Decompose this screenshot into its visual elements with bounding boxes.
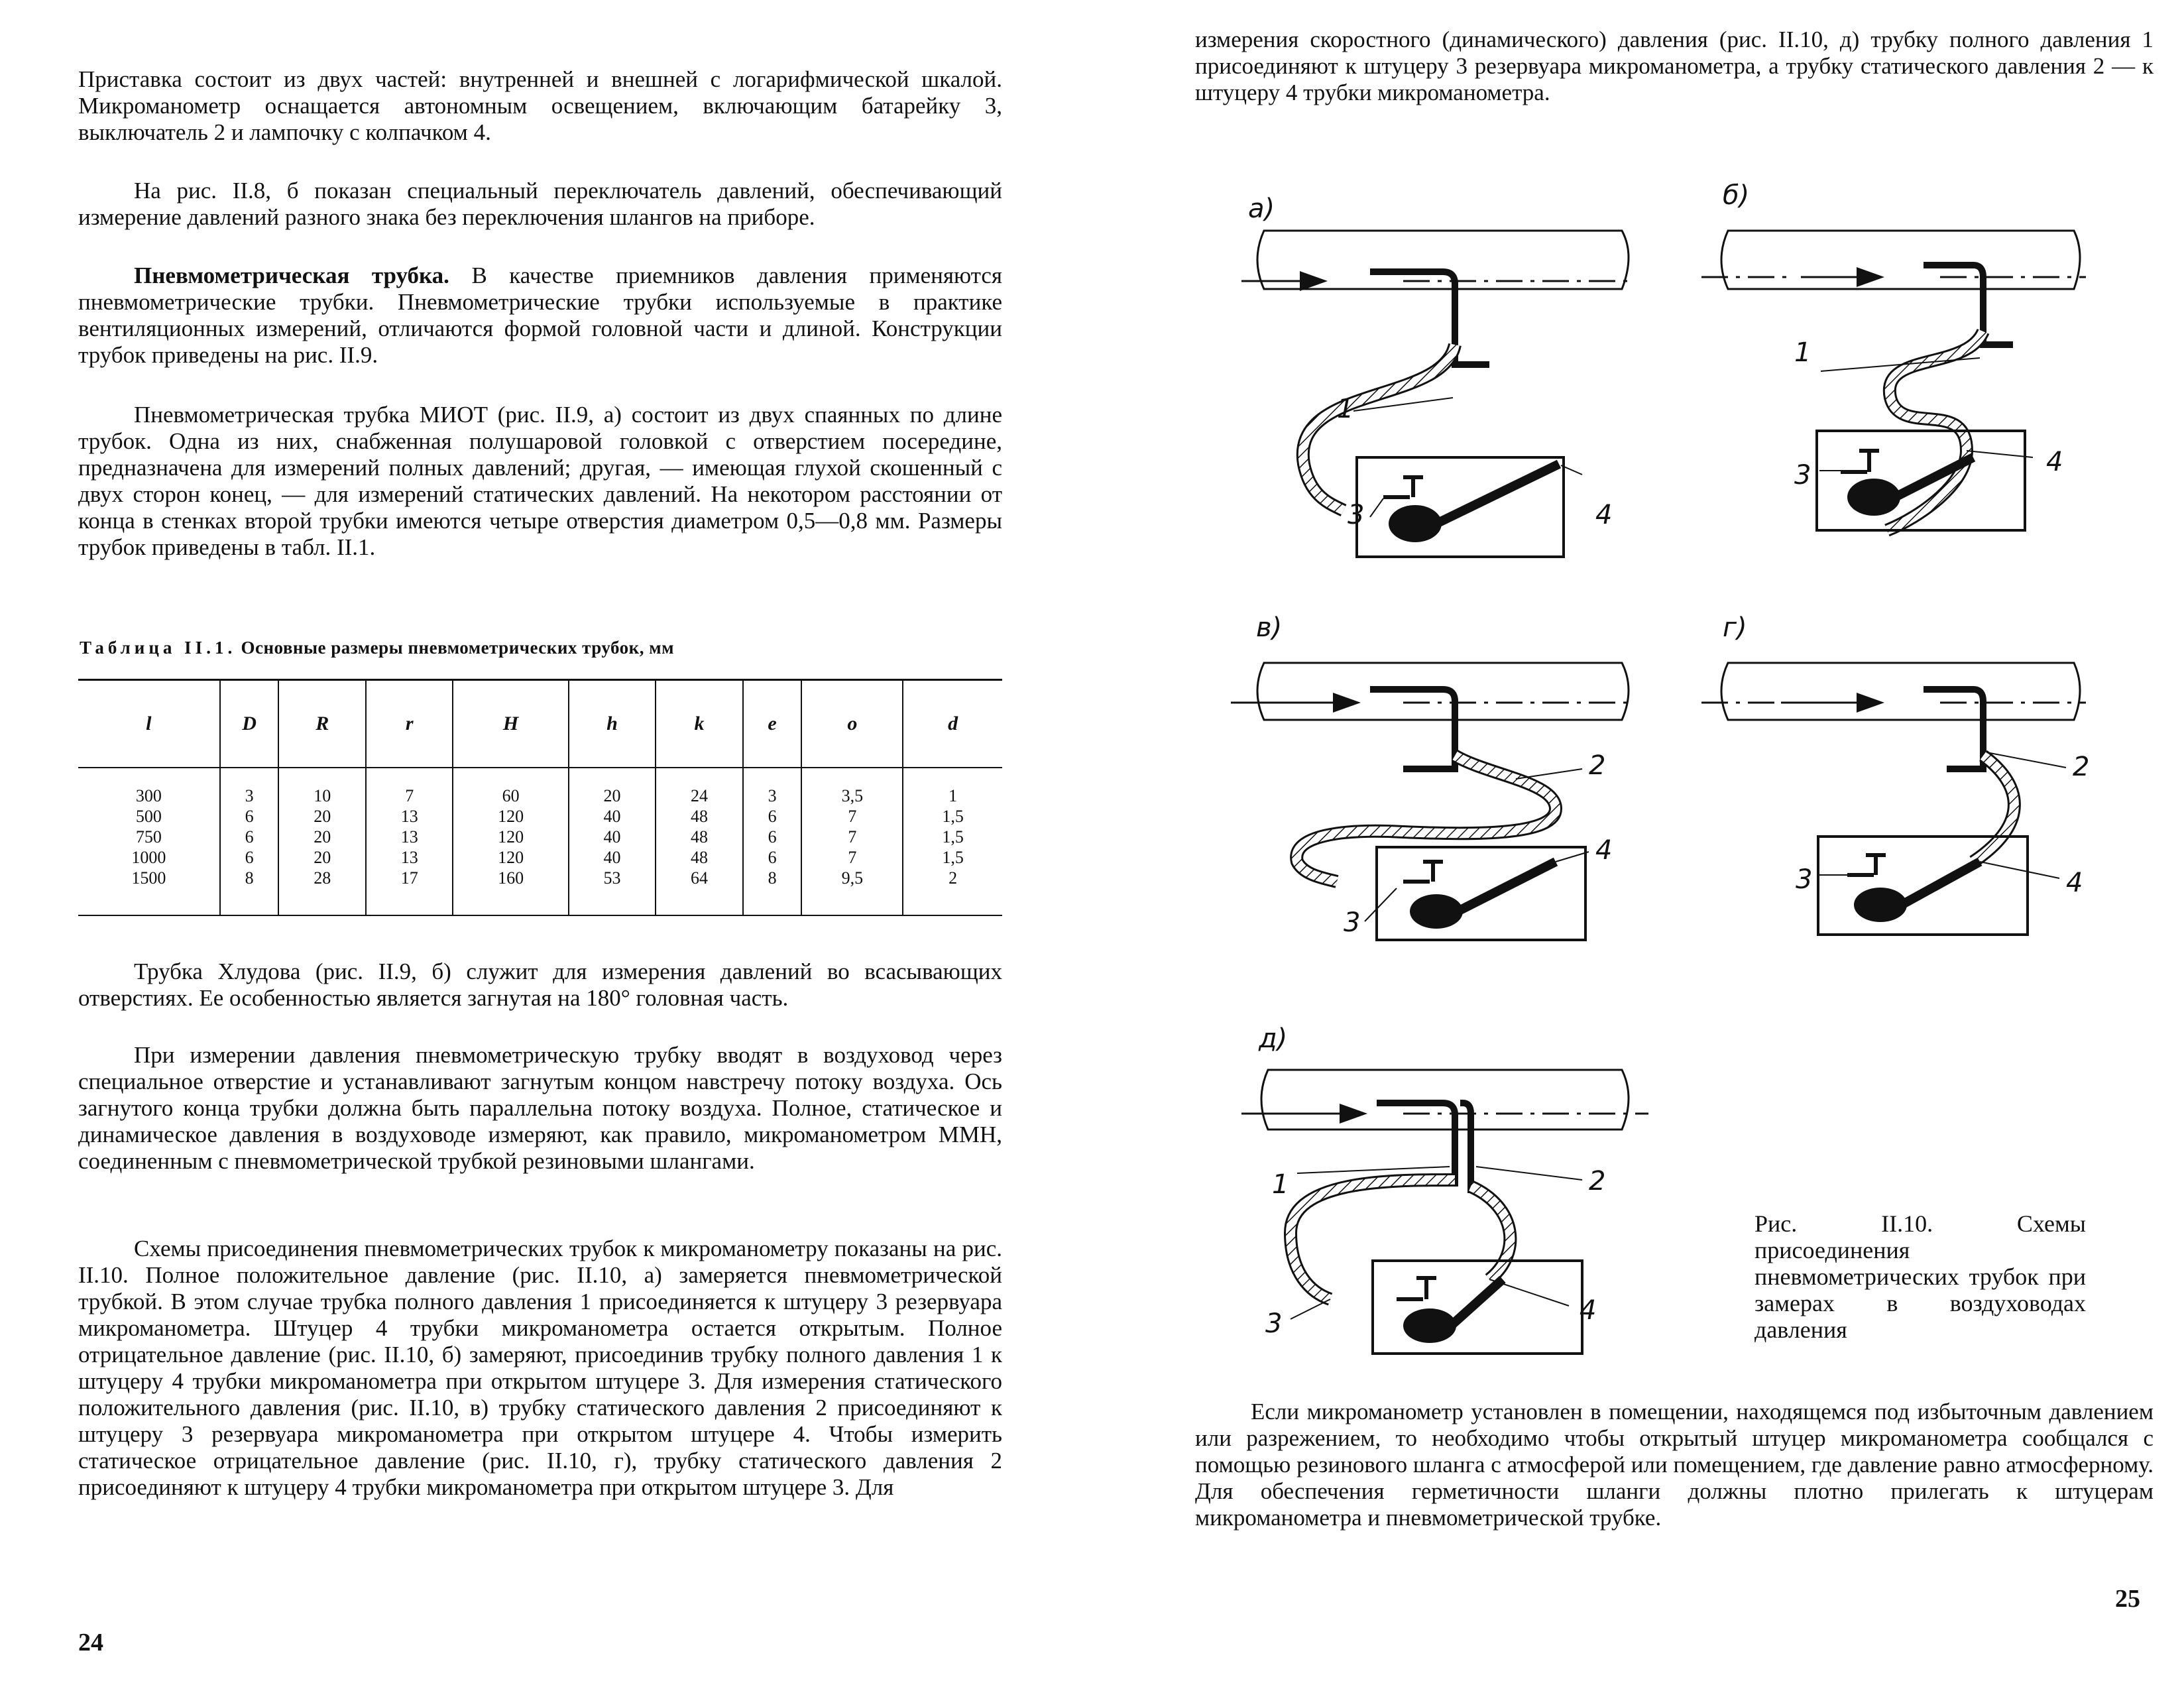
panel-label: в) xyxy=(1256,612,1283,643)
col-header: l xyxy=(78,680,220,768)
fitting-3 xyxy=(1403,862,1443,882)
callout-4: 4 xyxy=(2046,447,2063,477)
table-cell: 6 xyxy=(245,807,254,826)
panel-label: б) xyxy=(1723,180,1750,211)
table-cell: 1 xyxy=(948,786,958,805)
table-cell: 3,5 xyxy=(841,786,864,805)
air-duct xyxy=(1721,231,2080,289)
callout-1: 1 xyxy=(1337,394,1354,424)
table-cell: 7 xyxy=(848,827,857,846)
table-cell: 1,5 xyxy=(942,807,964,826)
table-cell: 120 xyxy=(498,807,524,826)
table-col-R xyxy=(278,768,366,915)
panel-b xyxy=(1701,180,2086,530)
callout-1: 1 xyxy=(1272,1169,1289,1200)
callout-1: 1 xyxy=(1794,337,1811,368)
fitting-3 xyxy=(1383,477,1423,497)
callout-3: 3 xyxy=(1794,460,1811,491)
paragraph-miot: Пневмометрическая трубка МИОТ (рис. II.9, а) состоит из двух спаянных по длине трубок. Одна из них, снабженная полушаровой головкой с отверстием посередине, предназначена для измерений полных давлений; другая, — имеющая глухой скошенный с двух сторон конец, — для измерений статических давлений. На некотором расстоянии от конца в стенках второй трубки имеются четыре отверстия диаметром 0,5—0,8 мм. Размеры трубок приведены в табл. II.1. xyxy=(78,402,1002,560)
paragraph-khludov: Трубка Хлудова (рис. II.9, б) служит для измерения давлений во всасывающих отверстиях. Ее особенностью является загнутая на 180° головная часть. xyxy=(78,958,1002,1011)
table-cell: 2 xyxy=(948,868,958,888)
table-cell: 750 xyxy=(135,827,162,846)
callout-line-4 xyxy=(1556,852,1589,862)
dimensions-table xyxy=(78,679,1002,916)
callout-line-2 xyxy=(1476,1167,1582,1180)
reservoir xyxy=(1847,479,1900,516)
fitting-3 xyxy=(1397,1278,1436,1299)
table-cell: 53 xyxy=(603,868,621,888)
reservoir xyxy=(1410,894,1463,929)
fitting-3 xyxy=(1847,855,1886,875)
air-duct xyxy=(1261,1070,1629,1130)
pitot-tube xyxy=(1370,272,1489,365)
table-cell: 8 xyxy=(768,868,777,888)
col-header: k xyxy=(656,680,743,768)
air-duct xyxy=(1721,663,2080,720)
reservoir xyxy=(1389,505,1442,542)
table-cell: 7 xyxy=(848,848,857,867)
table-cell: 8 xyxy=(245,868,254,888)
col-header: h xyxy=(569,680,656,768)
table-cell: 6 xyxy=(245,827,254,846)
table-cell: 500 xyxy=(135,807,162,826)
col-header: D xyxy=(220,680,279,768)
table-cell: 10 xyxy=(314,786,331,805)
table-cell: 64 xyxy=(690,868,708,888)
table-cell: 48 xyxy=(690,827,708,846)
callout-3: 3 xyxy=(1348,500,1365,530)
panel-v xyxy=(1231,612,1635,940)
paragraph-dynamic-pressure: измерения скоростного (динамического) давления (рис. II.10, д) трубку полного давления 1 присоединяют к штуцеру 3 резервуара микроманометра, а трубку статического давления 2 — к штуцеру 4 трубки микроманометра. xyxy=(1195,27,2154,105)
connection-schemes-figure xyxy=(1092,0,2184,1392)
table-cell: 160 xyxy=(498,868,524,888)
figure-caption: Рис. II.10. Схемы присоединения пневмометрических трубок при замерах в воздуховодах давления xyxy=(1754,1210,2086,1343)
panel-d xyxy=(1241,1023,1648,1354)
callout-line-3 xyxy=(1291,1299,1330,1319)
table-cell: 20 xyxy=(314,827,331,846)
callout-4: 4 xyxy=(1595,835,1613,866)
pitot-tube xyxy=(1924,689,1983,769)
callout-line-3 xyxy=(1370,498,1383,517)
callout-2: 2 xyxy=(1589,750,1606,781)
table-cell: 300 xyxy=(135,786,162,805)
panel-label: д) xyxy=(1259,1023,1288,1054)
table-header-row xyxy=(78,680,1002,768)
paragraph-measurement: При измерении давления пневмометрическую трубку вводят в воздуховод через специальное отверстие и устанавливают загнутым концом навстречу потоку воздуха. Ось загнутого конца трубки должна быть параллельна потоку воздуха. Полное, статическое и динамическое давления в воздуховоде измеряют, как правило, микроманометром ММН, соединенным с пневмометрической трубкой резиновыми шлангами. xyxy=(78,1042,1002,1174)
fitting-3 xyxy=(1841,451,1879,472)
pitot-tube-static xyxy=(1460,1103,1471,1193)
table-cell: 17 xyxy=(400,868,418,888)
paragraph-connection-schemes: Схемы присоединения пневмометрических трубок к микроманометру показаны на рис. II.10. Полное положительное давление (рис. II.10, а) замеряется пневмометрической трубкой. В этом случае трубка полного давления 1 присоединяется к штуцеру 3 резервуара микроманометра. Штуцер 4 трубки микроманометра остается открытым. Полное отрицательное давление (рис. II.10, б) замеряют, присоединив трубку полного давления 1 к штуцеру 4 трубки микроманометра при открытом штуцере 3. Для измерения статического положительного давления (рис. II.10, в) трубку статического давления 2 присоединяют к штуцеру 3 резервуара микроманометра при открытом штуцере 4. Чтобы измерить статическое отрицательное давление (рис. II.10, г), трубку статического давления 2 присоединяют к штуцеру 4 трубки микроманометра при открытом штуцере 3. Для xyxy=(78,1236,1002,1500)
paragraph-pneumometric-tube xyxy=(78,262,1002,369)
panel-a xyxy=(1241,194,1635,557)
table-col-D xyxy=(220,768,279,915)
col-header: H xyxy=(453,680,568,768)
table-cell: 48 xyxy=(690,848,708,867)
reservoir xyxy=(1854,888,1907,922)
callout-line-1 xyxy=(1297,1167,1450,1173)
table-cell: 48 xyxy=(690,807,708,826)
table-col-h xyxy=(569,768,656,915)
table-cell: 1,5 xyxy=(942,827,964,846)
table-cell: 20 xyxy=(603,786,621,805)
col-header: R xyxy=(278,680,366,768)
callout-2: 2 xyxy=(1589,1166,1606,1196)
table-cell: 1,5 xyxy=(942,848,964,867)
inclined-tube xyxy=(1458,862,1556,911)
table-col-H xyxy=(453,768,568,915)
col-header: o xyxy=(801,680,903,768)
table-cell: 28 xyxy=(314,868,331,888)
table-cell: 20 xyxy=(314,807,331,826)
table-cell: 1000 xyxy=(131,848,166,867)
callout-3: 3 xyxy=(1344,907,1361,938)
paragraph-pneumometric-tube-text: В качестве приемников давления применяются пневмометрические трубки. Пневмометрические трубки используемые в практике вентиляционных измерений, отличаются формой головной части и длиной. Конструкции трубок приведены на рис. II.9. xyxy=(78,262,1002,368)
panel-label: г) xyxy=(1723,612,1747,643)
table-caption-title: Основные размеры пневмометрических трубок, мм xyxy=(241,638,675,658)
table-cell: 20 xyxy=(314,848,331,867)
table-cell: 3 xyxy=(768,786,777,805)
table-cell: 6 xyxy=(245,848,254,867)
rubber-hose-fill xyxy=(1303,345,1455,510)
table-cell: 60 xyxy=(502,786,520,805)
table-cell: 24 xyxy=(690,786,708,805)
col-header: e xyxy=(743,680,802,768)
panel-label: а) xyxy=(1248,194,1275,224)
table-cell: 13 xyxy=(400,807,418,826)
table-cell: 40 xyxy=(603,827,621,846)
table-cell: 7 xyxy=(848,807,857,826)
table-cell: 13 xyxy=(400,827,418,846)
table-cell: 6 xyxy=(768,848,777,867)
table-cell: 6 xyxy=(768,827,777,846)
reservoir xyxy=(1403,1308,1456,1343)
table-cell: 120 xyxy=(498,827,524,846)
table-col-l xyxy=(78,768,220,915)
inclined-tube xyxy=(1436,464,1559,524)
paragraph-room-pressure: Если микроманометр установлен в помещении, находящемся под избыточным давлением или разрежением, то необходимо чтобы открытый штуцер микроманометра сообщался с помощью резинового шланга с атмосферой или помещением, где давление равно атмосферному. Для обеспечения герметичности шланги должны плотно прилегать к штуцерам микроманометра и пневмометрической трубке. xyxy=(1195,1399,2154,1531)
table-cell: 6 xyxy=(768,807,777,826)
col-header: d xyxy=(903,680,1002,768)
table-col-o xyxy=(801,768,903,915)
table-col-e xyxy=(743,768,802,915)
callout-3: 3 xyxy=(1796,864,1813,895)
inclined-tube xyxy=(1451,1279,1503,1326)
table-body-row xyxy=(78,768,1002,915)
callout-4: 4 xyxy=(1580,1295,1597,1326)
pitot-tube xyxy=(1370,689,1455,769)
table-cell: 40 xyxy=(603,807,621,826)
callout-line-3 xyxy=(1365,888,1397,921)
paragraph-switch: На рис. II.8, б показан специальный переключатель давлений, обеспечивающий измерение давлений разного знака без переключения шлангов на приборе. xyxy=(78,178,1002,230)
callout-line-2 xyxy=(1516,769,1582,779)
table-col-k xyxy=(656,768,743,915)
page-number: 24 xyxy=(78,1629,103,1656)
table-col-d xyxy=(903,768,1002,915)
page-number: 25 xyxy=(2115,1585,2140,1613)
table-cell: 3 xyxy=(245,786,254,805)
table-cell: 120 xyxy=(498,848,524,867)
table-caption-prefix: Таблица II.1. xyxy=(80,638,237,658)
table-cell: 40 xyxy=(603,848,621,867)
panel-g xyxy=(1701,612,2089,935)
table-cell: 9,5 xyxy=(841,868,864,888)
table-cell: 13 xyxy=(400,848,418,867)
col-header: r xyxy=(366,680,453,768)
run-in-heading: Пневмометрическая трубка. xyxy=(134,262,449,288)
table-cell: 7 xyxy=(405,786,414,805)
callout-line-4 xyxy=(1980,862,2059,878)
table-col-r xyxy=(366,768,453,915)
table-cell: 1500 xyxy=(131,868,166,888)
callout-3: 3 xyxy=(1265,1308,1283,1339)
callout-4: 4 xyxy=(1595,500,1613,530)
callout-line-4 xyxy=(1489,1279,1569,1306)
callout-2: 2 xyxy=(2073,752,2090,782)
paragraph-attachment: Приставка состоит из двух частей: внутренней и внешней с логарифмической шкалой. Микроманометр оснащается автономным освещением, включающим батарейку 3, выключатель 2 и лампочку с колпачком 4. xyxy=(78,66,1002,145)
callout-4: 4 xyxy=(2066,868,2083,898)
callout-line-4 xyxy=(1967,451,2033,457)
right-page xyxy=(1092,0,2184,1683)
inclined-tube xyxy=(1902,862,1980,905)
table-caption xyxy=(80,638,674,658)
